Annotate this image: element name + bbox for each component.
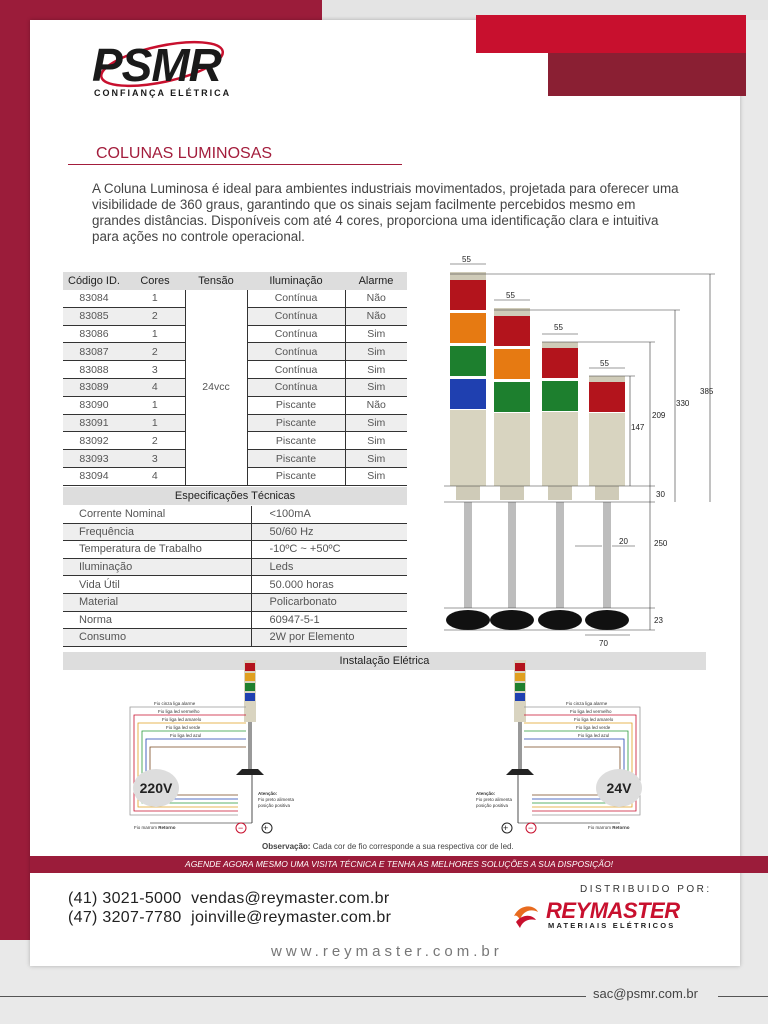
wire-label-amber: Fio liga led amarelo [162, 717, 202, 722]
dim-pole-diameter: 20 [619, 537, 628, 546]
cell-id: 83092 [63, 432, 125, 450]
cell-id: 83090 [63, 396, 125, 414]
wiring-diagram [120, 655, 660, 840]
spec-key: Norma [63, 611, 251, 629]
spec-value: 60947-5-1 [251, 611, 407, 629]
reymaster-tagline: MATERIAIS ELÉTRICOS [548, 921, 676, 930]
spec-value: 50.000 horas [251, 576, 407, 594]
spec-key: Corrente Nominal [63, 506, 251, 523]
phone-joinville[interactable]: (47) 3207-7780 [68, 909, 182, 926]
wire-label-alarm: Fio cinza liga alarme [154, 701, 196, 706]
attention-text-right-2: posição positiva [476, 803, 509, 808]
title-underline [68, 164, 402, 165]
spec-key: Material [63, 593, 251, 611]
spec-key: Iluminação [63, 558, 251, 576]
contact-line-2 [68, 909, 391, 927]
observation-label: Observação: [262, 842, 311, 851]
cell-cores: 1 [125, 414, 185, 432]
spec-row [63, 506, 407, 523]
cell-ilum: Contínua [247, 343, 345, 361]
dim-height-385: 385 [700, 387, 714, 396]
table-row [63, 290, 407, 307]
voltage-24-label: 24V [606, 780, 632, 796]
cell-id: 83091 [63, 414, 125, 432]
cell-id: 83087 [63, 343, 125, 361]
header-dark-tab [548, 53, 746, 96]
attention-label-right: Atenção: [476, 791, 496, 796]
return-prefix-left: Fio marrom [134, 825, 159, 830]
dim-height-147: 147 [631, 423, 645, 432]
cell-alarme: Sim [345, 414, 407, 432]
header-cores: Cores [125, 272, 185, 290]
sac-line-left [0, 996, 586, 997]
cell-alarme: Não [345, 396, 407, 414]
cell-cores: 1 [125, 290, 185, 307]
spec-key: Consumo [63, 629, 251, 647]
spec-value: Leds [251, 558, 407, 576]
dim-height-209: 209 [652, 411, 666, 420]
email-joinville[interactable]: joinville@reymaster.com.br [191, 909, 392, 926]
visit-banner [30, 856, 768, 873]
spec-row [63, 611, 407, 629]
wire-label-green-right: Fio liga led verde [576, 725, 611, 730]
cell-alarme: Sim [345, 450, 407, 468]
plus-symbol-left: + [263, 823, 269, 833]
cell-alarme: Sim [345, 361, 407, 379]
spec-row [63, 558, 407, 576]
cell-alarme: Sim [345, 325, 407, 343]
cell-cores: 4 [125, 467, 185, 485]
spec-value: -10ºC ~ +50ºC [251, 541, 407, 559]
page-title: COLUNAS LUMINOSAS [96, 145, 273, 162]
cell-cores: 2 [125, 432, 185, 450]
specs-title: Especificações Técnicas [63, 487, 407, 505]
attention-text-left-2: posição positiva [258, 803, 291, 808]
cell-cores: 2 [125, 343, 185, 361]
product-table-header [63, 272, 407, 290]
cell-id: 83093 [63, 450, 125, 468]
reymaster-flame-icon [510, 900, 542, 930]
cell-cores: 1 [125, 396, 185, 414]
dim-width-1: 55 [462, 255, 471, 264]
return-label-right [588, 825, 630, 830]
minus-symbol-left: − [238, 823, 244, 833]
reymaster-wordmark: REYMASTER [546, 898, 680, 923]
cell-cores: 2 [125, 307, 185, 325]
tower-4-tiers [446, 272, 490, 630]
header-alarme: Alarme [345, 272, 407, 290]
voltage-badge-24v [596, 769, 642, 807]
cell-alarme: Sim [345, 378, 407, 396]
dim-width-2: 55 [506, 291, 515, 300]
cell-cores: 1 [125, 325, 185, 343]
spec-row [63, 523, 407, 541]
cell-id: 83089 [63, 378, 125, 396]
website-link[interactable]: www.reymaster.com.br [271, 943, 503, 960]
spec-key: Frequência [63, 523, 251, 541]
spec-row [63, 629, 407, 647]
phone-curitiba[interactable]: (41) 3021-5000 [68, 890, 182, 907]
right-tower-graphic [506, 660, 534, 775]
cell-alarme: Não [345, 307, 407, 325]
cell-ilum: Piscante [247, 432, 345, 450]
intro-paragraph: A Coluna Luminosa é ideal para ambientes industriais movimentados, projetada para oferecer uma visibilidade de 360 graus, garantindo que os sinais sejam facilmente percebidos mesmo em grandes distâncias. Disponíveis com até 4 cores, proporciona uma identificação clara e intuitiva para ações no controle operacional. [92, 181, 679, 244]
cell-ilum: Contínua [247, 378, 345, 396]
visit-banner-text: AGENDE AGORA MESMO UMA VISITA TÉCNICA E TENHA AS MELHORES SOLUÇÕES A SUA DISPOSIÇÃO! [185, 859, 613, 869]
wire-label-green: Fio liga led verde [166, 725, 201, 730]
sac-line-right [718, 996, 768, 997]
dim-pole: 250 [654, 539, 668, 548]
return-label-left [134, 825, 176, 830]
distributor-label: DISTRIBUIDO POR: [580, 884, 712, 895]
dim-width-3: 55 [554, 323, 563, 332]
return-word-right: Retorno [612, 825, 630, 830]
wire-label-red-right: Fio liga led vermelho [570, 709, 612, 714]
wire-label-alarm-right: Fio cinza liga alarme [566, 701, 608, 706]
spec-value: 2W por Elemento [251, 629, 407, 647]
cell-ilum: Contínua [247, 361, 345, 379]
header-codigo: Código ID. [63, 272, 125, 290]
dim-height-330: 330 [676, 399, 690, 408]
spec-row [63, 593, 407, 611]
cell-ilum: Piscante [247, 467, 345, 485]
dim-foot: 23 [654, 616, 663, 625]
wire-label-red: Fio liga led vermelho [158, 709, 200, 714]
spec-row [63, 576, 407, 594]
header-iluminacao: Iluminação [247, 272, 345, 290]
spec-value: <100mA [251, 506, 407, 523]
spec-value: 50/60 Hz [251, 523, 407, 541]
cell-id: 83086 [63, 325, 125, 343]
cell-cores: 3 [125, 450, 185, 468]
dimension-diagram [440, 250, 720, 650]
dim-width-4: 55 [600, 359, 609, 368]
observation-text: Cada cor de fio corresponde a sua respectiva cor de led. [310, 842, 514, 851]
email-vendas[interactable]: vendas@reymaster.com.br [191, 890, 390, 907]
tower-1-tier [585, 376, 629, 630]
cell-alarme: Sim [345, 432, 407, 450]
logo-tagline: CONFIANÇA ELÉTRICA [94, 88, 232, 98]
cell-cores: 4 [125, 378, 185, 396]
cell-ilum: Contínua [247, 325, 345, 343]
attention-text-right-1: Fio preto alimenta [476, 797, 513, 802]
dim-foot-width: 70 [599, 639, 608, 648]
reymaster-logo [510, 898, 700, 934]
plus-symbol-right: + [503, 823, 509, 833]
spec-key: Vida Útil [63, 576, 251, 594]
cell-alarme: Sim [345, 343, 407, 361]
cell-id: 83088 [63, 361, 125, 379]
header-red-tab [476, 15, 746, 53]
cell-ilum: Piscante [247, 396, 345, 414]
specs-table [63, 506, 407, 647]
installation-title: Instalação Elétrica [63, 652, 706, 670]
cell-cores: 3 [125, 361, 185, 379]
cell-id: 83084 [63, 290, 125, 307]
voltage-badge-220v [133, 769, 179, 807]
cell-id: 83094 [63, 467, 125, 485]
wire-label-blue-right: Fio liga led azul [578, 733, 610, 738]
cell-alarme: Sim [345, 467, 407, 485]
return-word-left: Retorno [158, 825, 176, 830]
sac-email[interactable]: sac@psmr.com.br [593, 986, 698, 1001]
voltage-220-label: 220V [139, 780, 173, 796]
wire-label-blue: Fio liga led azul [170, 733, 202, 738]
cell-alarme: Não [345, 290, 407, 307]
attention-label-left: Atenção: [258, 791, 278, 796]
minus-symbol-right: − [528, 823, 534, 833]
spec-value: Policarbonato [251, 593, 407, 611]
cell-ilum: Piscante [247, 450, 345, 468]
product-table [63, 272, 407, 486]
contact-line-1 [68, 890, 389, 908]
observation-note [262, 842, 514, 851]
left-tower-graphic [236, 660, 264, 775]
cell-ilum: Contínua [247, 307, 345, 325]
header-tensao: Tensão [185, 272, 247, 290]
cell-ilum: Contínua [247, 290, 345, 307]
wire-label-amber-right: Fio liga led amarelo [574, 717, 614, 722]
cell-ilum: Piscante [247, 414, 345, 432]
return-prefix-right: Fio marrom [588, 825, 613, 830]
cell-id: 83085 [63, 307, 125, 325]
attention-text-left-1: Fio preto alimenta [258, 797, 295, 802]
dim-base: 30 [656, 490, 665, 499]
tower-3-tiers [490, 308, 534, 630]
spec-key: Temperatura de Trabalho [63, 541, 251, 559]
spec-row [63, 541, 407, 559]
logo-wordmark: PSMR [92, 39, 221, 91]
psmr-logo [92, 36, 232, 100]
cell-voltage: 24vcc [185, 290, 247, 485]
